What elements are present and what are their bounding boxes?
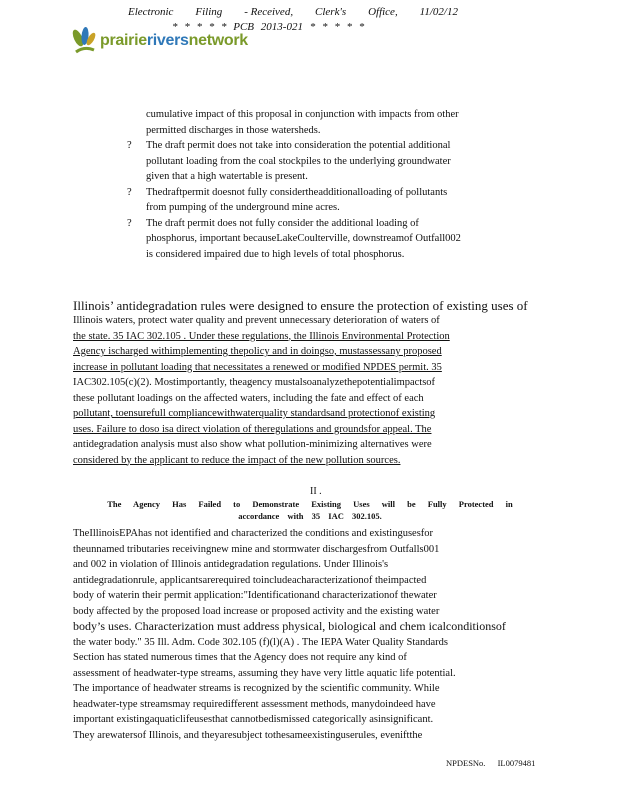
logo-word-rivers: rivers xyxy=(146,32,189,49)
pcb-stamp-line: * * * * * PCB 2013-021 * * * * * xyxy=(172,21,365,33)
text-line: The importance of headwater streams is recognized by the scientific community. While xyxy=(73,683,440,694)
footer-permit-number: IL0079481 xyxy=(497,758,536,768)
text-line: phosphorus, important becauseLakeCoulterville, downstreamof Outfall002 xyxy=(146,233,461,244)
bullet-mark: ? xyxy=(127,217,132,229)
section-title-line: accordance with 35 IAC 302.105. xyxy=(238,511,382,521)
text-line: antidegradation analysis must also show what pollution-minimizing alternatives were xyxy=(73,439,432,450)
section-two-paragraph xyxy=(73,526,518,743)
list-item xyxy=(127,138,497,185)
hand-leaf-icon xyxy=(70,26,98,56)
text-line: assessment of headwater-type streams, assuming they have very little aquatic life potential. xyxy=(73,667,456,679)
text-line: is considered impaired due to high levels of total phosphorus. xyxy=(146,248,405,260)
text-line: pollutant loading from the coal stockpiles to the underlying groundwater xyxy=(146,155,451,167)
prairie-rivers-network-logo xyxy=(70,24,270,54)
text-line: IAC302.105(c)(2). Mostimportantly, theagency mustalsoanalyzethepotentialimpactsof xyxy=(73,377,436,388)
stamp-word: 11/02/12 xyxy=(419,6,458,18)
text-line: The draft permit does not take into consideration the potential additional xyxy=(146,140,451,151)
text-line: body’s uses. Characterization must address physical, biological and chem icalconditionsof xyxy=(73,619,506,633)
text-line: pollutant, toensurefull compliancewithwaterquality standardsand protectionof existing xyxy=(73,408,436,419)
text-line: body of waterin their permit application:"Identificationand characterizationof thewater xyxy=(73,590,437,601)
stamp-word: Filing xyxy=(195,6,223,18)
stamp-word: - Received, xyxy=(244,6,294,18)
text-line: given that a high watertable is present. xyxy=(146,171,308,182)
text-line: increase in pollutant loading that necessitates a renewed or modified NPDES permit. 35 xyxy=(73,361,442,373)
text-line: They arewatersof Illinois, and theyaresubject tothesameexistinguserules, eveniftthe xyxy=(73,729,423,741)
text-line: theunnamed tributaries receivingnew mine and stormwater dischargesfrom Outfalls001 xyxy=(73,543,440,555)
concerns-list xyxy=(127,107,497,262)
paragraph-lead-line: Illinois’ antidegradation rules were designed to ensure the protection of existing uses of xyxy=(73,298,528,313)
logo-word-prairie: prairie xyxy=(100,32,147,49)
text-line: considered by the applicant to reduce the impact of the new pollution sources. xyxy=(73,454,401,466)
text-line: body affected by the proposed load increase or proposed activity and the existing water xyxy=(73,605,440,617)
text-line: from pumping of the underground mine acres. xyxy=(146,202,340,213)
text-line: The draft permit does not fully consider the additional loading of xyxy=(146,217,419,229)
permit-number-footer xyxy=(446,758,535,768)
text-line: uses. Failure to doso isa direct violation of theregulations and groundsfor appeal. The xyxy=(73,423,432,435)
list-intro xyxy=(127,107,497,138)
filing-stamp-line xyxy=(128,6,458,18)
logo-word-network: network xyxy=(188,32,248,49)
footer-label: NPDESNo. xyxy=(446,758,486,768)
stamp-word: Office, xyxy=(368,6,398,18)
text-line: TheIllinoisEPAhas not identified and characterized the conditions and existingusesfor xyxy=(73,528,434,539)
text-line: permitted discharges in those watersheds. xyxy=(146,124,321,136)
text-line: Thedraftpermit doesnot fully considertheadditionalloading of pollutants xyxy=(146,186,448,198)
antidegradation-paragraph xyxy=(73,298,528,468)
text-line: antidegradationrule, applicantsarerequired toincludeacharacterizationof theimpacted xyxy=(73,574,427,586)
list-item xyxy=(127,216,497,263)
bullet-mark: ? xyxy=(127,140,132,151)
text-line: the state. 35 IAC 302.105 . Under these regulations, the Illinois Environmental Protection xyxy=(73,330,450,342)
text-line: the water body." 35 Ill. Adm. Code 302.105 (f)(l)(A) . The IEPA Water Quality Standards xyxy=(73,636,448,648)
stamp-word: Electronic xyxy=(128,6,174,18)
text-line: Illinois waters, protect water quality and prevent unnecessary deterioration of waters of xyxy=(73,315,440,326)
text-line: headwater-type streamsmay requiredifferent assessment methods, manydoindeed have xyxy=(73,698,436,710)
stamp-word: Clerk's xyxy=(315,6,347,18)
text-line: and 002 in violation of Illinois antidegradation regulations. Under Illinois's xyxy=(73,559,389,570)
text-line: cumulative impact of this proposal in conjunction with impacts from other xyxy=(146,109,459,120)
section-title xyxy=(90,498,530,522)
text-line: important existingaquaticlifeusesthat cannotbedismissed categorically asinsignificant. xyxy=(73,714,434,725)
section-number: II . xyxy=(310,486,322,497)
text-line: these pollutant loadings on the affected waters, including the fate and effect of each xyxy=(73,392,424,404)
bullet-mark: ? xyxy=(127,186,132,198)
text-line: Agency ischarged withimplementing thepolicy and in doingso, mustassessany proposed xyxy=(73,346,442,357)
text-line: Section has stated numerous times that the Agency does not require any kind of xyxy=(73,652,407,663)
section-title-line: The Agency Has Failed to Demonstrate Existing Uses will be Fully Protected in xyxy=(107,499,513,509)
list-item xyxy=(127,185,497,216)
